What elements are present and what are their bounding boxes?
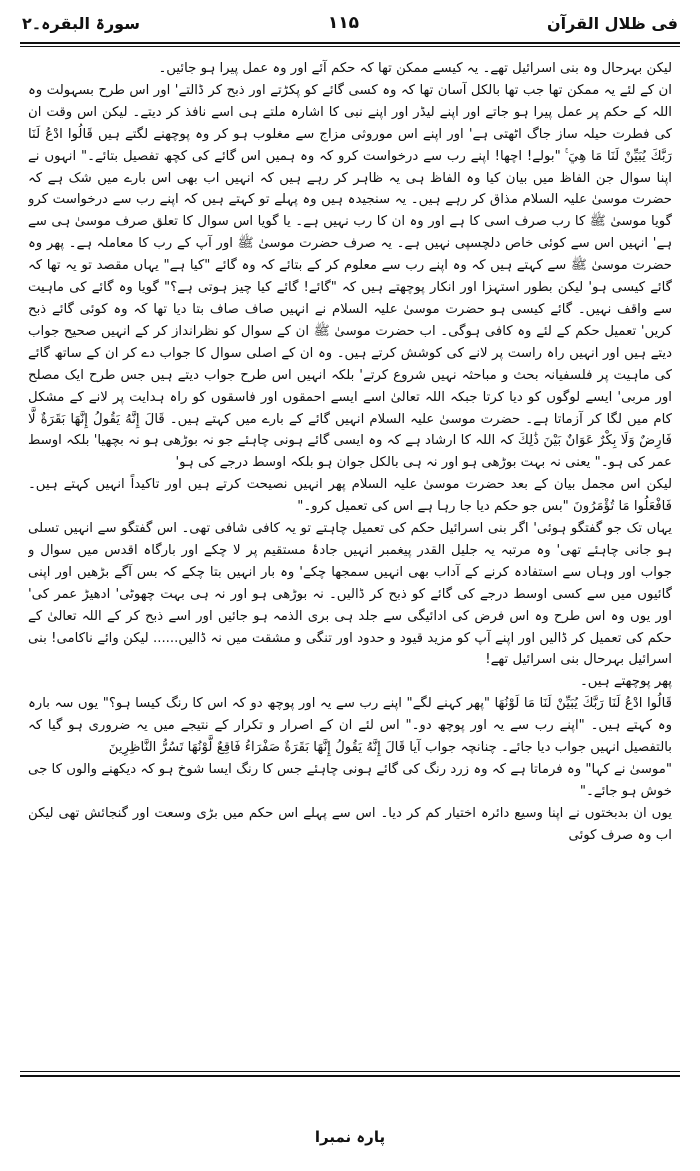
paragraph: "موسیٰ نے کہا" وہ فرماتا ہے کہ وہ زرد رنگ کی گائے ہونی چاہئے جس کا رنگ ایسا شوخ ہو کہ دیکھنے والوں کا جی خوش ہو جائے۔" <box>28 762 672 799</box>
page-header <box>22 6 678 40</box>
paragraph: لیکن بہرحال وہ بنی اسرائیل تھے۔ یہ کیسے ممکن تھا کہ حکم آئے اور وہ عمل پیرا ہو جائیں۔ <box>158 61 672 76</box>
page-footer <box>0 1128 700 1146</box>
paragraph: لیکن اس مجمل بیان کے بعد حضرت موسیٰ علیہ السلام پھر انہیں نصیحت کرتے ہیں اور تاکیداً انہیں کہتے ہیں۔ فَافْعَلُوا مَا تُؤْمَرُونَ "بس جو حکم دیا جا رہا ہے اس کی تعمیل کرو۔" <box>28 477 672 515</box>
para-label: پارہ نمبرا <box>314 1128 386 1146</box>
paragraph: قَالُوا ادْعُ لَنَا رَبَّكَ يُبَيِّنْ لَنَا مَا لَوْنُهَا "پھر کہنے لگے" اپنے رب سے یہ اور پوچھ دو کہ اس کا رنگ کیسا ہو؟" یوں سہ بارہ وہ کہتے ہیں۔ "اپنے رب سے یہ اور پوچھ دو۔" اس لئے ان کے اصرار و تکرار کے نتیجے میں یہ ضروری ہو گیا کہ بالتفصیل انہیں جواب دیا جائے۔ چنانچہ جواب آیا قَالَ إِنَّهُ يَقُولُ إِنَّهَا بَقَرَةٌ صَفْرَاءُ فَاقِعٌ لَّوْنُهَا تَسُرُّ النَّاظِرِينَ <box>28 696 672 756</box>
page-number: ۱۱۵ <box>327 13 360 33</box>
header-rule-thin <box>20 46 680 47</box>
surah-name: سورۃ البقرہ۔۲ <box>22 13 140 33</box>
paragraph: یوں ان بدبختوں نے اپنا وسیع دائرہ اختیار کم کر دیا۔ اس سے پہلے اس حکم میں بڑی وسعت اور گنجائش تھی لیکن اب وہ صرف کوئی <box>28 805 672 843</box>
paragraph: ان کے لئے یہ ممکن تھا جب تھا بالکل آسان تھا کہ وہ کسی گائے کو پکڑتے اور ذبح کر ڈالتے' اور اس طرح بسہولت وہ اللہ کے حکم پر عمل پیرا ہو جاتے اور اپنے لیڈر اور اپنے نبی کا اشارہ ملتے ہی اسے نافذ کر دیتے۔ لیکن اس وقت ان کی فطرت حیلہ ساز جاگ اٹھتی ہے' اور اپنے اس موروثی مزاج سے مغلوب ہو کر وہ پوچھنے لگتے ہیں قَالُوا ادْعُ لَنَا رَبَّكَ يُبَيِّنْ لَنَا مَا هِيَ ۚ "بولے! اچھا! اپنے رب سے درخواست کرو کہ وہ ہمیں اس گائے کی کچھ تفصیل بتائے۔" انہوں نے اپنا سوال جن الفاظ میں بیان کیا وہ الفاظ ہی یہ ظاہر کر رہے ہیں کہ انہیں اب بھی اس بارے میں شک ہے کہ حضرت موسیٰ علیہ السلام مذاق کر رہے ہیں۔ یہ سنجیدہ ہیں وہ پہلے تو کہتے ہیں کہ اپنے رب سے درخواست کرو گویا موسیٰ ﷺ کا رب صرف اسی کا ہے اور وہ ان کا رب نہیں ہے۔ یا گویا اس سوال کا تعلق صرف موسیٰ ہی سے ہے' انہیں اس سے کوئی خاص دلچسپی نہیں ہے۔ یہ صرف حضرت موسیٰ ﷺ اور آپ کے رب کا معاملہ ہے۔ پھر وہ حضرت موسیٰ ﷺ سے کہتے ہیں کہ وہ اپنے رب سے معلوم کر کے بتائے کہ وہ گائے "کیا ہے" یہاں مقصد تو یہ تھا کہ گائے کیسی ہو' لیکن بطور استہزا اور انکار پوچھتے ہیں کہ "گائے! گائے کیا چیز ہوتی ہے؟" گویا وہ گائے کی ماہیت سے واقف نہیں۔ گائے کیسی ہو حضرت موسیٰ علیہ السلام نے انہیں صاف صاف بتا دیا تھا کہ وہ کوئی گائے ذبح کریں' تعمیل حکم کے لئے وہ کافی ہوگی۔ اب حضرت موسیٰ ﷺ ان کے سوال کو نظرانداز کر کے انہیں صحیح جواب دیتے ہیں اور انہیں راہ راست پر لانے کی کوشش کرتے ہیں۔ وہ ان کے اصلی سوال کا جواب دے کر ان کے ساتھ گائے کی ماہیت پر فلسفیانہ بحث و مباحثہ نہیں شروع کرتے' بلکہ انہیں اس طرح جواب دیتے ہیں جس طرح ایک مصلح اور مربی' ایسے لوگوں کو دیا کرتا جبکہ اللہ تعالیٰ اسے ایسے احمقوں اور فاسقوں کو راہ ہدایت پر لانے کے مشکل کام میں لگا کر آزماتا ہے۔ حضرت موسیٰ علیہ السلام انہیں گائے کے بارے میں کہتے ہیں۔ قَالَ إِنَّهُ يَقُولُ إِنَّهَا بَقَرَةٌ لَّا فَارِضٌ وَلَا بِكْرٌ عَوَانٌ بَيْنَ ذَٰلِكَ کہ اللہ کا ارشاد ہے کہ وہ ایسی گائے ہونی چاہئے جو نہ بوڑھی ہو نہ بچھیا' بلکہ اوسط عمر کی ہو۔" یعنی نہ بہت بوڑھی ہو اور نہ ہی بالکل جوان ہو بلکہ اوسط درجے کی ہو' <box>28 82 672 471</box>
paragraph: یہاں تک جو گفتگو ہوئی' اگر بنی اسرائیل حکم کی تعمیل چاہتے تو یہ کافی شافی تھی۔ اس گفتگو سے انہیں تسلی ہو جانی چاہئے تھی' وہ مرتبہ یہ جلیل القدر پیغمبر انہیں جادۂ مستقیم پر لا چکے اور بارگاہ اقدس میں سوال و جواب اور وہاں سے استفادہ کرنے کے آداب بھی انہیں سمجھا چکے' وہ بار انہیں بتا چکے کہ بس آگے بڑھیں اور اپنی گائیوں میں سے کسی اوسط درجے کی گائے کو ذبح کر ڈالیں۔ نہ بوڑھی ہو اور نہ ہی بہت چھوٹی' ادھیڑ عمر کی' اور یوں وہ اس طرح وہ اس فرض کی ادائیگی سے جلد ہی بری الذمہ ہو جائیں اور اسے ذبح کر کے اللہ تعالیٰ کے حکم کی تعمیل کر ڈالیں اور اپنے آپ کو مزید قیود و حدود اور تنگی و مشقت میں نہ ڈالیں...... لیکن وائے ناکامی! بنی اسرائیل بہرحال بنی اسرائیل تھے! <box>28 521 672 668</box>
footer-rule-thick <box>20 1075 680 1077</box>
footer-rule-thin <box>20 1071 680 1072</box>
book-title: فی ظلال القرآن <box>546 13 678 33</box>
body-text <box>28 58 672 1060</box>
header-rule-thick <box>20 42 680 44</box>
paragraph: پھر پوچھتے ہیں۔ <box>579 674 672 690</box>
